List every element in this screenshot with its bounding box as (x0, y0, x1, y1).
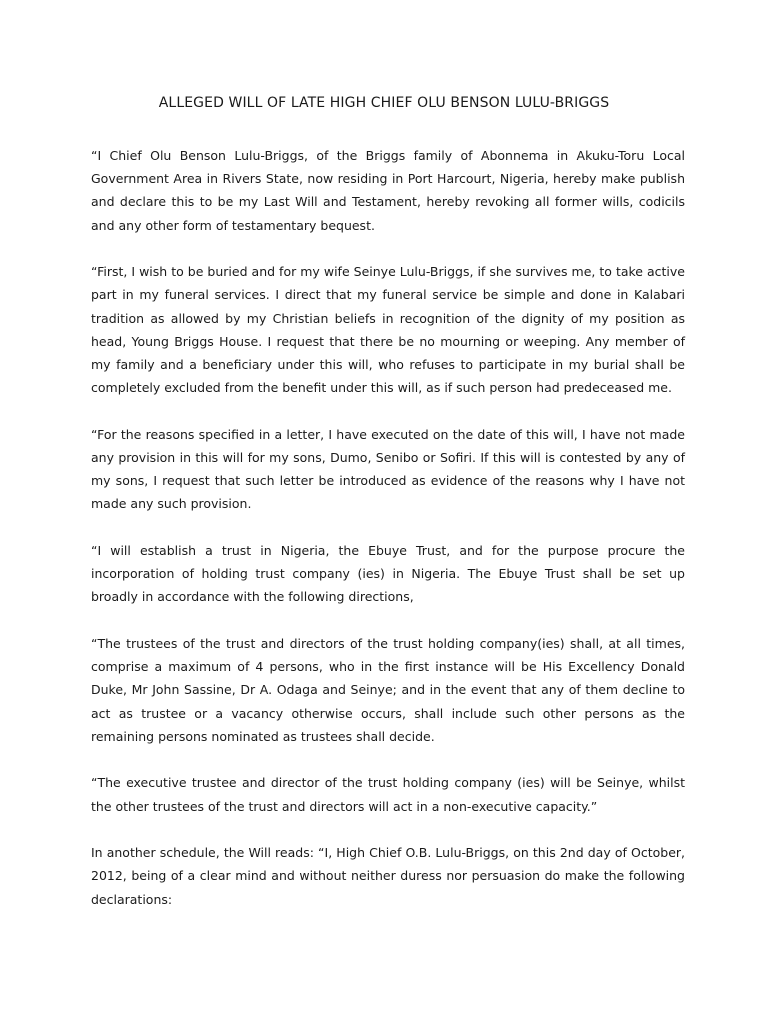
paragraph-executive-trustee: “The executive trustee and director of the trust holding company (ies) will be Seinye, whilst the other trustees of the trust and directors will act in a non-executive capacity.” (91, 775, 685, 814)
paragraph-burial-wishes: “First, I wish to be buried and for my wife Seinye Lulu-Briggs, if she survives me, to take active part in my funeral services. I direct that my funeral service be simple and done in Kalabari tradition as allowed by my Christian beliefs in recognition of the dignity of my position as head, Young Briggs House. I request that there be no mourning or weeping. Any member of my family and a beneficiary under this will, who refuses to participate in my burial shall be completely excluded from the benefit under this will, as if such person had predeceased me. (91, 264, 685, 396)
document-body (91, 144, 685, 934)
document-title: ALLEGED WILL OF LATE HIGH CHIEF OLU BENSON LULU-BRIGGS (158, 95, 610, 111)
paragraph-will-declaration: “I Chief Olu Benson Lulu-Briggs, of the Briggs family of Abonnema in Akuku-Toru Local Government Area in Rivers State, now residing in Port Harcourt, Nigeria, hereby make publish and declare this to be my Last Will and Testament, hereby revoking all former wills, codicils and any other form of testamentary bequest. (91, 148, 685, 233)
paragraph-ebuye-trust: “I will establish a trust in Nigeria, the Ebuye Trust, and for the purpose procure the incorporation of holding trust company (ies) in Nigeria. The Ebuye Trust shall be set up broadly in accordance with the following directions, (91, 543, 685, 605)
paragraph-sons-provision: “For the reasons specified in a letter, I have executed on the date of this will, I have not made any provision in this will for my sons, Dumo, Senibo or Sofiri. If this will is contested by any of my sons, I request that such letter be introduced as evidence of the reasons why I have not made any such provision. (91, 426, 685, 512)
paragraph-another-schedule: In another schedule, the Will reads: “I, High Chief O.B. Lulu-Briggs, on this 2nd day of October, 2012, being of a clear mind and without neither duress nor persuasion do make the following declarations: (91, 845, 685, 907)
paragraph-trustees: “The trustees of the trust and directors of the trust holding company(ies) shall, at all times, comprise a maximum of 4 persons, who in the first instance will be His Excellency Donald Duke, Mr John Sassine, Dr A. Odaga and Seinye; and in the event that any of them decline to act as trustee or a vacancy otherwise occurs, shall include such other persons as the remaining persons nominated as trustees shall decide. (91, 636, 685, 744)
